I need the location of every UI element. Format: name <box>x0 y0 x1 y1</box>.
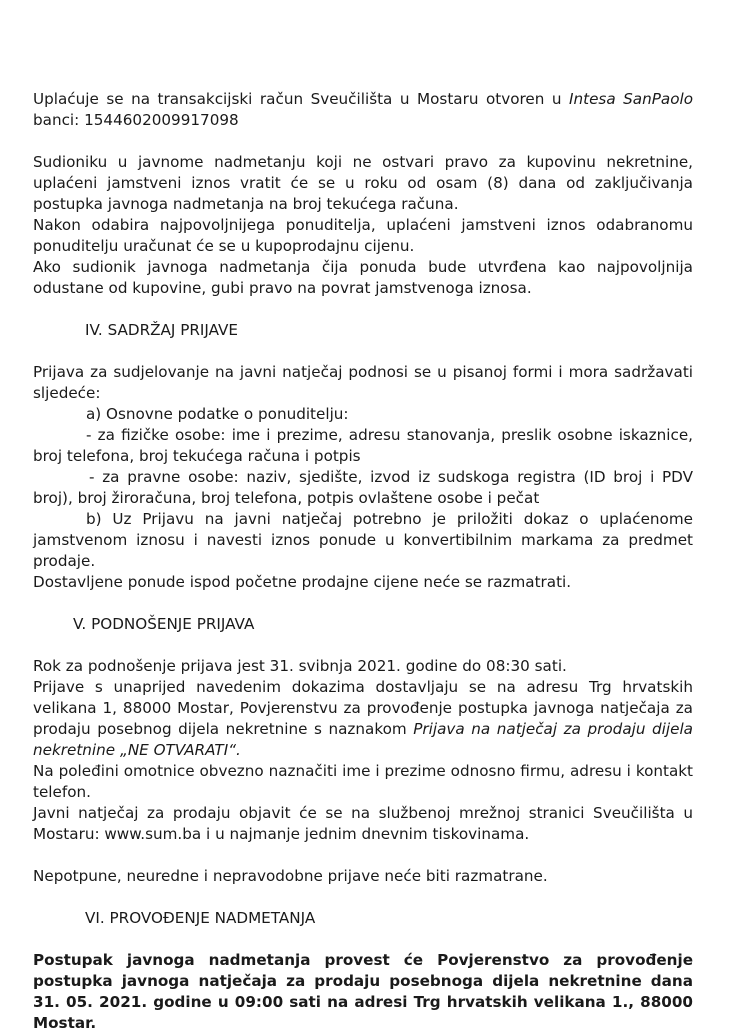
section-iv-closing: Dostavljene ponude ispod početne prodajne cijene neće se razmatrati. <box>33 573 572 591</box>
section-v-heading: V. PODNOŠENJE PRIJAVA <box>73 615 255 633</box>
document-page <box>33 89 693 1034</box>
payment-account-text: Uplaćuje se na transakcijski račun Sveučilišta u Mostaru otvoren u <box>33 90 570 108</box>
section-v-incomplete: Nepotpune, neuredne i nepravodobne prijave neće biti razmatrane. <box>33 867 548 885</box>
section-vi-heading: VI. PROVOĐENJE NADMETANJA <box>85 909 316 927</box>
section-v-delivery <box>33 677 693 761</box>
section-v-deadline: Rok za podnošenje prijava jest 31. svibnja 2021. godine do 08:30 sati. <box>33 657 567 675</box>
section-v-delivery-text: Prijave s unaprijed navedenim dokazima dostavljaju se na adresu Trg hrvatskih velikana 1, 88000 Mostar, Povjerenstvu za provođenje postupka javnoga natječaja za prodaju posebnog dijela nekretnine s naznakom <box>33 678 693 738</box>
section-v-publication: Javni natječaj za prodaju objavit će se na službenoj mrežnoj stranici Sveučilišta u Mostaru: www.sum.ba i u najmanje jednim dnevnim tiskovinama. <box>33 804 693 843</box>
payment-account-paragraph <box>33 89 693 131</box>
envelope-label: Prijava na natječaj za prodaju dijela nekretnine „NE OTVARATI“. <box>33 720 693 759</box>
deposit-refund-paragraph: Sudioniku u javnome nadmetanju koji ne ostvari pravo za kupovinu nekretnine, uplaćeni jamstveni iznos vratit će se u roku od osam (8) dana od zaključivanja postupka javnoga nadmetanja na broj tekućega računa. <box>33 153 693 213</box>
bank-account-number: banci: 1544602009917098 <box>33 111 239 129</box>
deposit-credit-paragraph: Nakon odabira najpovoljnijega ponuditelja, uplaćeni jamstveni iznos odabranomu ponuditelju uračunat će se u kupoprodajnu cijenu. <box>33 216 693 255</box>
section-v-envelope-back: Na poleđini omotnice obvezno naznačiti ime i prezime odnosno firmu, adresu i kontakt telefon. <box>33 762 693 801</box>
deposit-forfeit-paragraph: Ako sudionik javnoga nadmetanja čija ponuda bude utvrđena kao najpovoljnija odustane od kupovine, gubi pravo na povrat jamstvenoga iznosa. <box>33 258 693 297</box>
section-iv-heading: IV. SADRŽAJ PRIJAVE <box>85 321 239 339</box>
section-iv-legal-persons: - za pravne osobe: naziv, sjedište, izvod iz sudskoga registra (ID broj i PDV broj), broj žiroračuna, broj telefona, potpis ovlaštene osobe i pečat <box>33 468 693 507</box>
section-iv-item-b: b) Uz Prijavu na javni natječaj potrebno je priložiti dokaz o uplaćenome jamstvenom iznosu i navesti iznos ponude u konvertibilnim markama za predmet prodaje. <box>33 510 693 570</box>
section-iv-natural-persons: - za fizičke osobe: ime i prezime, adresu stanovanja, preslik osobne iskaznice, broj telefona, broj tekućega računa i potpis <box>33 426 693 465</box>
section-vi-procedure: Postupak javnoga nadmetanja provest će Povjerenstvo za provođenje postupka javnoga natječaja za prodaju posebnoga dijela nekretnine dana 31. 05. 2021. godine u 09:00 sati na adresi Trg hrvatskih velikana 1., 88000 Mostar. <box>33 951 693 1032</box>
section-iv-intro: Prijava za sudjelovanje na javni natječaj podnosi se u pisanoj formi i mora sadržavati sljedeće: <box>33 363 693 402</box>
section-iv-item-a: a) Osnovne podatke o ponuditelju: <box>86 405 349 423</box>
bank-name: Intesa SanPaolo <box>569 90 693 108</box>
